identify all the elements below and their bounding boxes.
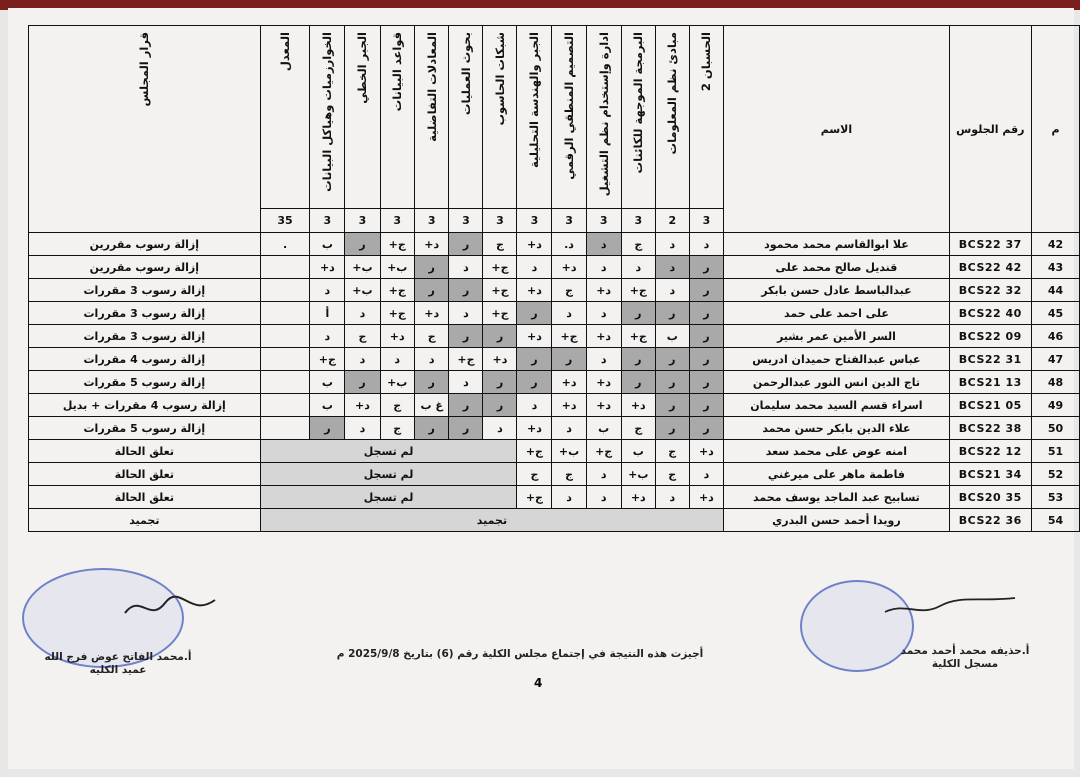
row-seq: 46	[1032, 325, 1080, 348]
table-row	[29, 417, 1080, 440]
table-row	[29, 440, 1080, 463]
row-grade: د+	[517, 325, 552, 348]
gpa-hours: 35	[260, 209, 310, 233]
credit-hours: 2	[655, 209, 689, 233]
row-grade: ر	[689, 302, 724, 325]
row-grade: ر	[483, 371, 517, 394]
approval-note: أجيزت هذه النتيجة في إجتماع مجلس الكلية رقم (6) بتاريخ 2025/9/8 م	[336, 648, 704, 660]
row-reg-number: BCS22 37	[949, 233, 1031, 256]
row-gpa	[260, 417, 310, 440]
row-grade: د+	[689, 440, 724, 463]
row-grade: د+	[621, 486, 655, 509]
row-grade: ب	[310, 371, 345, 394]
decision-header: قرار المجلس	[29, 26, 261, 233]
row-grade: ب+	[621, 463, 655, 486]
row-grade: ب+	[380, 256, 414, 279]
row-seq: 42	[1032, 233, 1080, 256]
row-student-name: تاج الدين انس النور عبدالرحمن	[724, 371, 949, 394]
row-grade: د	[689, 463, 724, 486]
row-grade: د	[310, 279, 345, 302]
row-grade: ر	[414, 279, 449, 302]
row-grade: ج+	[380, 279, 414, 302]
row-grade: د	[414, 348, 449, 371]
row-student-name: عبدالباسط عادل حسن بابكر	[724, 279, 949, 302]
row-gpa	[260, 371, 310, 394]
row-grade: ر	[621, 348, 655, 371]
row-grade: ر	[621, 371, 655, 394]
row-grade: د	[345, 348, 380, 371]
row-decision: تعلق الحالة	[29, 486, 261, 509]
row-grade: د	[655, 256, 689, 279]
row-grade: ج	[483, 233, 517, 256]
row-grade: د	[586, 302, 621, 325]
registrar-title: مسجل الكلية	[931, 658, 999, 670]
row-grade: ج	[414, 325, 449, 348]
row-grade: ر	[449, 417, 483, 440]
course-header: التصميم المنطقي الرقمي	[552, 26, 586, 209]
table-row	[29, 302, 1080, 325]
row-grade: د+	[552, 371, 586, 394]
row-grade: ر	[689, 348, 724, 371]
row-grade: ر	[621, 302, 655, 325]
course-header: الحسبان 2	[689, 26, 724, 209]
row-reg-number: BCS22 38	[949, 417, 1031, 440]
row-grade: د+	[310, 256, 345, 279]
row-grade: غ ب	[414, 394, 449, 417]
row-grade: د+	[414, 302, 449, 325]
table-row	[29, 256, 1080, 279]
row-student-name: علا ابوالقاسم محمد محمود	[724, 233, 949, 256]
row-grade: ب	[586, 417, 621, 440]
row-grade: ج	[655, 440, 689, 463]
row-grade: ج	[552, 463, 586, 486]
row-decision: إزالة رسوب 5 مقررات	[29, 417, 261, 440]
course-header: البرمجة الموجهة للكائنات	[621, 26, 655, 209]
row-grade: أ	[310, 302, 345, 325]
row-seq: 51	[1032, 440, 1080, 463]
row-grade: ج	[517, 463, 552, 486]
row-decision: إزالة رسوب 5 مقررات	[29, 371, 261, 394]
row-reg-number: BCS21 13	[949, 371, 1031, 394]
row-grade: ج+	[449, 348, 483, 371]
row-grade: ر	[689, 394, 724, 417]
row-grade: د	[552, 417, 586, 440]
row-student-name: قنديل صالح محمد على	[724, 256, 949, 279]
registrar-signature	[880, 592, 1020, 622]
row-gpa	[260, 256, 310, 279]
row-grade: د	[449, 371, 483, 394]
row-reg-number: BCS22 09	[949, 325, 1031, 348]
row-grade: د+	[586, 325, 621, 348]
credit-hours: 3	[345, 209, 380, 233]
row-seq: 53	[1032, 486, 1080, 509]
row-decision: تجميد	[29, 509, 261, 532]
row-grade: ج+	[310, 348, 345, 371]
row-seq: 43	[1032, 256, 1080, 279]
row-grade: ج	[345, 325, 380, 348]
row-grade: ر	[689, 256, 724, 279]
course-header: شبكات الحاسوب	[483, 26, 517, 209]
row-student-name: اسراء قسم السيد محمد سليمان	[724, 394, 949, 417]
row-reg-number: BCS21 05	[949, 394, 1031, 417]
credit-hours: 3	[380, 209, 414, 233]
course-header: ادارة وإستخدام نظم التشغيل	[586, 26, 621, 209]
row-grade: ر	[517, 371, 552, 394]
row-seq: 44	[1032, 279, 1080, 302]
row-grade: د+	[345, 394, 380, 417]
row-grade: ر	[655, 417, 689, 440]
row-grade: د	[449, 256, 483, 279]
credit-hours: 3	[310, 209, 345, 233]
dean-name: أ.محمد الفاتح عوض فرج الله	[44, 651, 192, 663]
row-grade: د	[552, 486, 586, 509]
row-grade: ر	[517, 302, 552, 325]
row-grade: ر	[655, 394, 689, 417]
row-grade: ج	[380, 417, 414, 440]
row-grade: د+	[517, 417, 552, 440]
credit-hours: 3	[449, 209, 483, 233]
row-grade: ج+	[483, 302, 517, 325]
row-decision: إزالة رسوب 4 مقررات + بديل	[29, 394, 261, 417]
row-grade: د.	[552, 233, 586, 256]
row-grade: ر	[689, 279, 724, 302]
row-grade: ر	[449, 325, 483, 348]
credit-hours: 3	[517, 209, 552, 233]
row-reg-number: BCS22 32	[949, 279, 1031, 302]
row-gpa	[260, 302, 310, 325]
row-decision: إزالة رسوب مقررين	[29, 256, 261, 279]
row-grade: ر	[517, 348, 552, 371]
row-grade: ر	[483, 325, 517, 348]
table-row	[29, 348, 1080, 371]
row-grade: د+	[517, 279, 552, 302]
row-grade: ج	[380, 394, 414, 417]
row-grade: ج+	[380, 302, 414, 325]
row-decision: إزالة رسوب 3 مقررات	[29, 302, 261, 325]
row-grade: ب+	[552, 440, 586, 463]
row-grade: ر	[655, 348, 689, 371]
row-grade: د	[621, 256, 655, 279]
row-grade: د	[517, 394, 552, 417]
row-grade: د	[655, 279, 689, 302]
row-grade: د	[586, 233, 621, 256]
row-grade: ب+	[345, 279, 380, 302]
row-decision: إزالة رسوب مقررين	[29, 233, 261, 256]
row-grade: د	[310, 325, 345, 348]
registrar-name: أ.حذيفه محمد أحمد محمد	[900, 645, 1030, 657]
course-header: مبادئ نظم المعلومات	[655, 26, 689, 209]
row-grade: د	[586, 256, 621, 279]
table-row	[29, 233, 1080, 256]
row-decision: إزالة رسوب 3 مقررات	[29, 279, 261, 302]
row-grade: ر	[655, 371, 689, 394]
row-grade: ر	[414, 417, 449, 440]
row-grade: ر	[689, 371, 724, 394]
row-grade: د+	[689, 486, 724, 509]
table-row	[29, 279, 1080, 302]
row-student-name: رويدا أحمد حسن البدري	[724, 509, 949, 532]
row-grade: ج+	[517, 440, 552, 463]
row-student-name: علاء الدين بابكر حسن محمد	[724, 417, 949, 440]
row-grade: ج	[621, 233, 655, 256]
row-grade: ر	[345, 233, 380, 256]
row-gpa: .	[260, 233, 310, 256]
table-row	[29, 371, 1080, 394]
course-header: المعادلات التفاضلية	[414, 26, 449, 209]
row-student-name: عباس عبدالفتاح حميدان ادريس	[724, 348, 949, 371]
row-grade: د+	[586, 279, 621, 302]
row-reg-number: BCS22 12	[949, 440, 1031, 463]
row-grade: ب	[655, 325, 689, 348]
row-decision: إزالة رسوب 3 مقررات	[29, 325, 261, 348]
seq-header: م	[1032, 26, 1080, 233]
row-grade: ب+	[380, 371, 414, 394]
row-decision: إزالة رسوب 4 مقررات	[29, 348, 261, 371]
row-grade: د+	[483, 348, 517, 371]
row-student-name: امنه عوض على محمد سعد	[724, 440, 949, 463]
row-grade: ر	[414, 371, 449, 394]
row-grade: ر	[310, 417, 345, 440]
row-reg-number: BCS22 31	[949, 348, 1031, 371]
credit-hours: 3	[689, 209, 724, 233]
course-header: قواعد البيانات	[380, 26, 414, 209]
row-not-registered: لم تسجل	[260, 463, 517, 486]
dean-signature	[120, 588, 220, 628]
row-reg-number: BCS21 34	[949, 463, 1031, 486]
table-row	[29, 394, 1080, 417]
row-grade: ر	[689, 417, 724, 440]
row-seq: 48	[1032, 371, 1080, 394]
student-name-header: الاسم	[724, 26, 949, 233]
row-grade: د	[655, 486, 689, 509]
row-seq: 52	[1032, 463, 1080, 486]
row-grade: ب	[310, 394, 345, 417]
row-grade: ج+	[483, 279, 517, 302]
results-table	[28, 25, 1080, 532]
row-not-registered: لم تسجل	[260, 486, 517, 509]
row-grade: د	[586, 486, 621, 509]
row-decision: تعلق الحالة	[29, 440, 261, 463]
row-grade: د+	[552, 394, 586, 417]
table-row	[29, 486, 1080, 509]
row-grade: د+	[517, 233, 552, 256]
row-grade: ب+	[345, 256, 380, 279]
course-header: الجبر الخطي	[345, 26, 380, 209]
credit-hours: 3	[621, 209, 655, 233]
row-grade: ج	[621, 417, 655, 440]
course-header: الخوارزميات وهياكل البيانات	[310, 26, 345, 209]
gpa-header: المعدل	[260, 26, 310, 209]
row-grade: د	[483, 417, 517, 440]
row-seq: 45	[1032, 302, 1080, 325]
dean-title: عميد الكليه	[89, 664, 147, 676]
row-reg-number: BCS20 35	[949, 486, 1031, 509]
row-grade: ج+	[552, 325, 586, 348]
row-grade: ر	[449, 394, 483, 417]
row-grade: ر	[655, 302, 689, 325]
table-row	[29, 325, 1080, 348]
row-grade: ر	[449, 279, 483, 302]
row-not-registered: لم تسجل	[260, 440, 517, 463]
row-grade: د	[689, 233, 724, 256]
row-reg-number: BCS22 40	[949, 302, 1031, 325]
row-grade: ج+	[621, 279, 655, 302]
row-gpa	[260, 325, 310, 348]
course-header: بحوث العمليات	[449, 26, 483, 209]
credit-hours: 3	[552, 209, 586, 233]
row-student-name: على احمد على حمد	[724, 302, 949, 325]
row-grade: د+	[586, 394, 621, 417]
row-student-name: السر الأمين عمر بشير	[724, 325, 949, 348]
row-grade: د	[380, 348, 414, 371]
row-grade: ب	[621, 440, 655, 463]
row-grade: ر	[552, 348, 586, 371]
row-grade: د	[517, 256, 552, 279]
row-seq: 47	[1032, 348, 1080, 371]
row-gpa	[260, 394, 310, 417]
row-grade: ج+	[483, 256, 517, 279]
row-grade: د+	[586, 371, 621, 394]
row-grade: د+	[414, 233, 449, 256]
row-grade: د	[586, 463, 621, 486]
row-grade: د+	[552, 256, 586, 279]
row-grade: ج+	[517, 486, 552, 509]
row-grade: ر	[689, 325, 724, 348]
row-grade: د	[449, 302, 483, 325]
row-student-name: تسابيح عبد الماجد يوسف محمد	[724, 486, 949, 509]
row-grade: ب	[310, 233, 345, 256]
row-grade: ر	[449, 233, 483, 256]
row-seq: 50	[1032, 417, 1080, 440]
row-seq: 49	[1032, 394, 1080, 417]
credit-hours: 3	[483, 209, 517, 233]
row-not-registered: تجميد	[260, 509, 724, 532]
row-grade: ر	[345, 371, 380, 394]
row-reg-number: BCS22 36	[949, 509, 1031, 532]
row-student-name: فاطمة ماهر على ميرغني	[724, 463, 949, 486]
row-grade: ر	[414, 256, 449, 279]
course-header: الجبر والهندسة التحليلية	[517, 26, 552, 209]
row-grade: د	[345, 417, 380, 440]
row-reg-number: BCS22 42	[949, 256, 1031, 279]
row-grade: ج+	[380, 233, 414, 256]
page-number: 4	[534, 676, 543, 690]
credit-hours: 3	[414, 209, 449, 233]
row-grade: ج+	[586, 440, 621, 463]
row-seq: 54	[1032, 509, 1080, 532]
table-row	[29, 463, 1080, 486]
row-grade: ج	[552, 279, 586, 302]
row-gpa	[260, 348, 310, 371]
row-grade: د	[586, 348, 621, 371]
reg-number-header: رقم الجلوس	[949, 26, 1031, 233]
credit-hours: 3	[586, 209, 621, 233]
table-row	[29, 509, 1080, 532]
row-grade: د+	[621, 394, 655, 417]
row-grade: ج	[655, 463, 689, 486]
row-grade: د	[552, 302, 586, 325]
row-grade: د	[655, 233, 689, 256]
row-grade: د+	[380, 325, 414, 348]
row-grade: ج+	[621, 325, 655, 348]
row-gpa	[260, 279, 310, 302]
row-grade: ر	[483, 394, 517, 417]
row-grade: د	[345, 302, 380, 325]
row-decision: تعلق الحالة	[29, 463, 261, 486]
